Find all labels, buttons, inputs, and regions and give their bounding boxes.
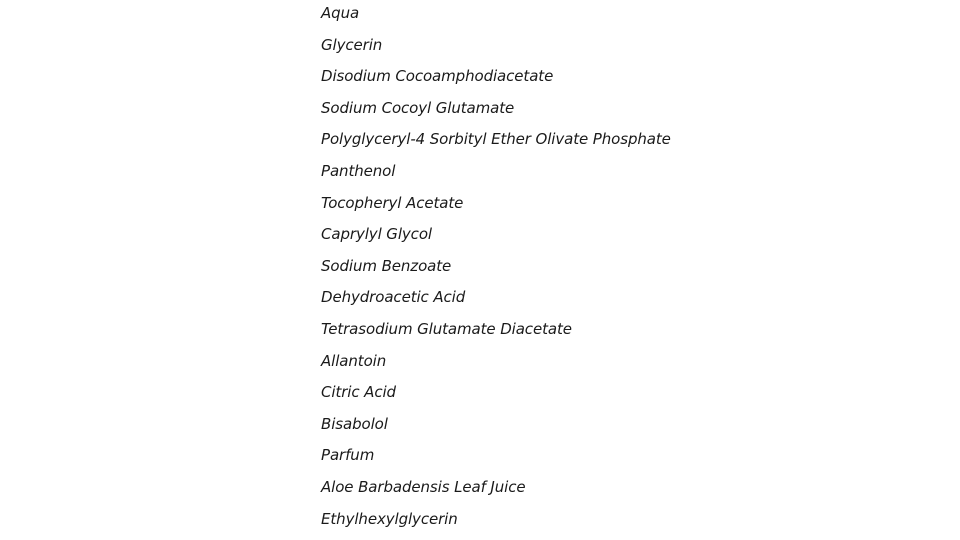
ingredient-item: Citric Acid bbox=[321, 383, 396, 402]
ingredient-item: Panthenol bbox=[321, 161, 396, 180]
ingredient-item: Disodium Cocoamphodiacetate bbox=[321, 67, 554, 86]
ingredient-item: Sodium Benzoate bbox=[321, 256, 452, 275]
ingredient-list bbox=[321, 3, 671, 540]
ingredient-item: Ethylhexylglycerin bbox=[321, 509, 458, 528]
ingredient-item: Tocopheryl Acetate bbox=[321, 193, 464, 212]
ingredient-item: Tetrasodium Glutamate Diacetate bbox=[321, 319, 572, 338]
ingredient-item: Parfum bbox=[321, 446, 375, 465]
ingredient-item: Polyglyceryl-4 Sorbityl Ether Olivate Phosphate bbox=[321, 130, 671, 149]
ingredient-item: Allantoin bbox=[321, 351, 387, 370]
ingredient-item: Bisabolol bbox=[321, 414, 388, 433]
ingredient-item: Dehydroacetic Acid bbox=[321, 288, 466, 307]
ingredient-item: Aqua bbox=[321, 4, 360, 22]
ingredient-item: Aloe Barbadensis Leaf Juice bbox=[321, 477, 526, 496]
ingredient-item: Sodium Cocoyl Glutamate bbox=[321, 98, 515, 117]
ingredient-item: Glycerin bbox=[321, 35, 383, 54]
ingredient-item: Caprylyl Glycol bbox=[321, 225, 432, 244]
